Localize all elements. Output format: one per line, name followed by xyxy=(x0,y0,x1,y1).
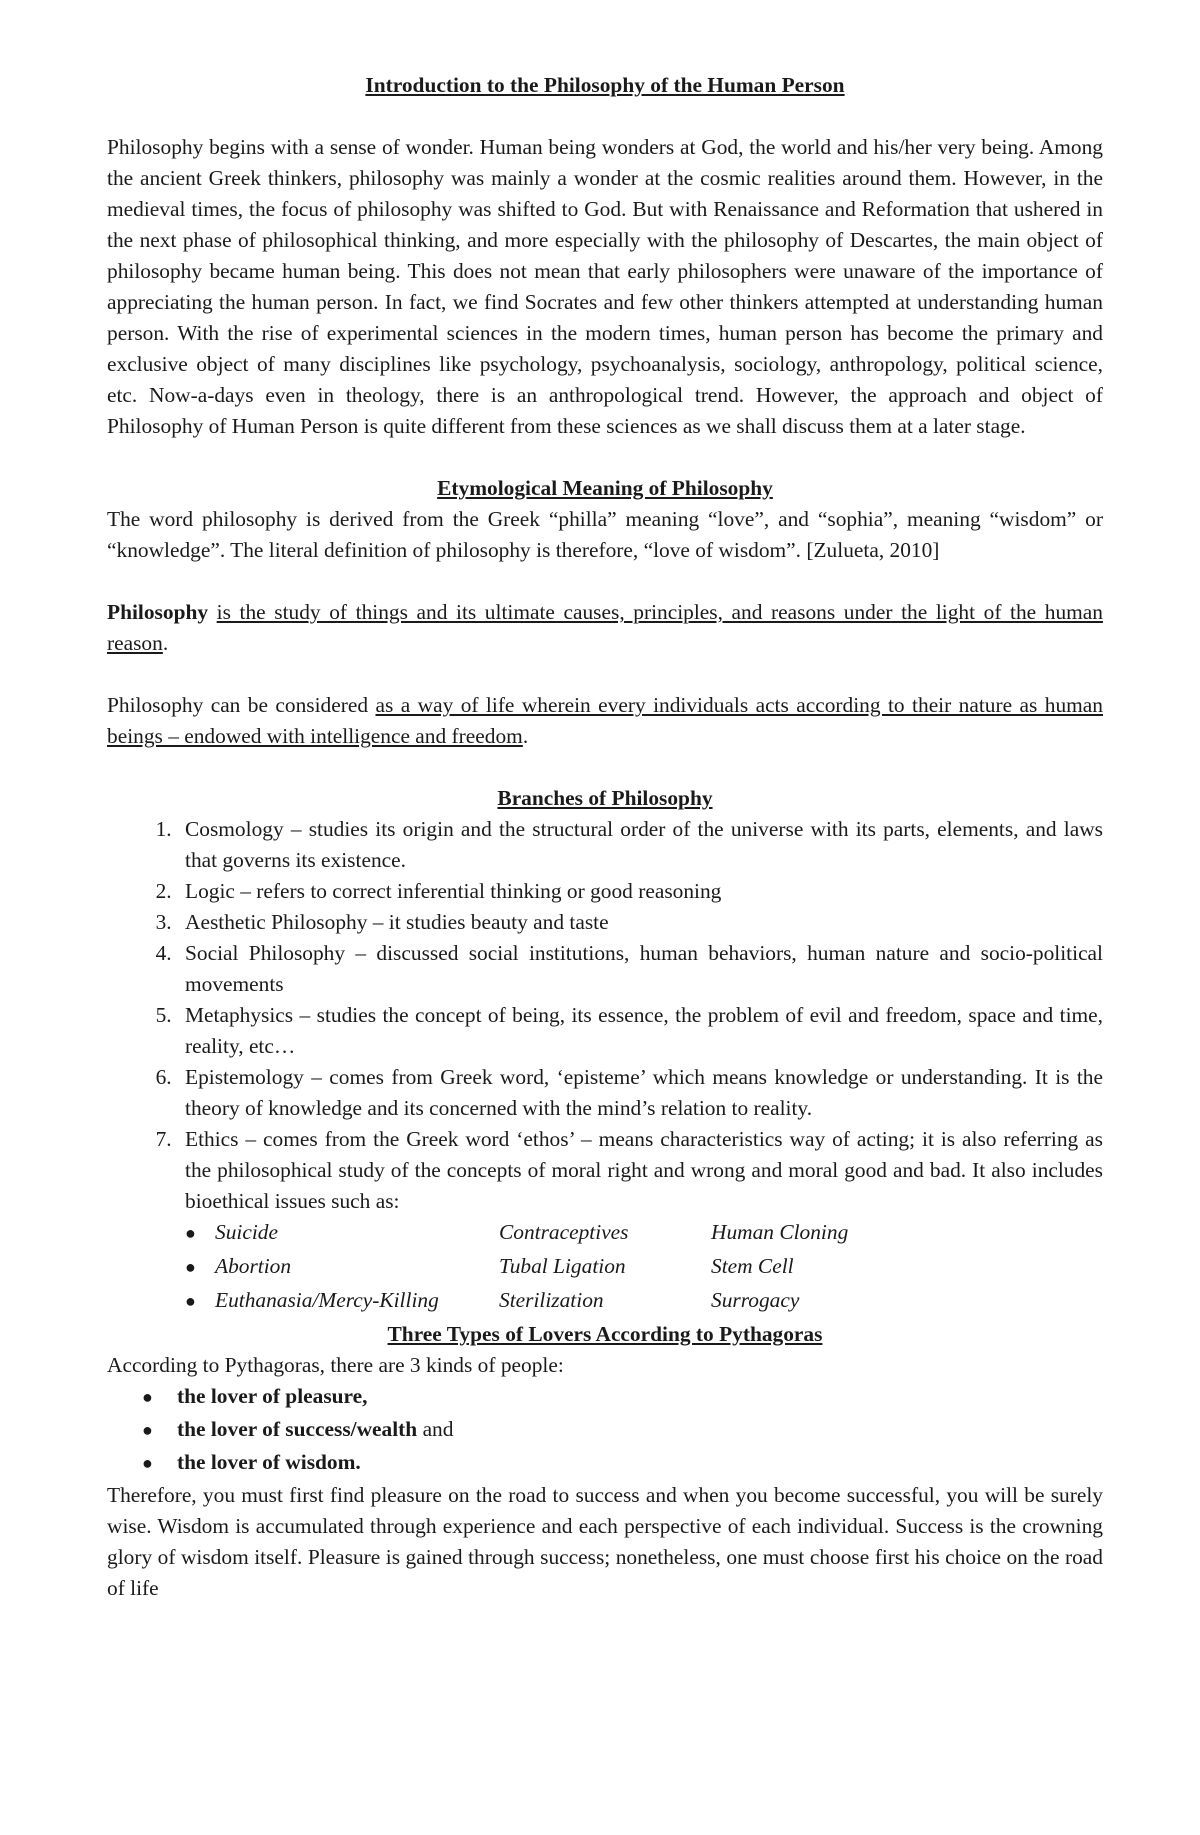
intro-paragraph: Philosophy begins with a sense of wonder. Human being wonders at God, the world and his/her very being. Among the ancient Greek thinkers, philosophy was mainly a wonder at the cosmic realities around them. However, in the medieval times, the focus of philosophy was shifted to God. But with Renaissance and Reformation that ushered in the next phase of philosophical thinking, and more especially with the philosophy of Descartes, the main object of philosophy became human being. This does not mean that early philosophers were unaware of the importance of appreciating the human person. In fact, we find Socrates and few other thinkers attempted at understanding human person. With the rise of experimental sciences in the modern times, human person has become the primary and exclusive object of many disciplines like psychology, psychoanalysis, sociology, anthropology, political science, etc. Now-a-days even in theology, there is an anthropological trend. However, the approach and object of Philosophy of Human Person is quite different from these sciences as we shall discuss them at a later stage. xyxy=(107,135,1103,438)
bullet-icon: ● xyxy=(142,1420,153,1440)
bullet-icon: ● xyxy=(142,1453,153,1473)
branch-item-metaphysics: 5. Metaphysics – studies the concept of being, its essence, the problem of evil and freedom, space and time, reality, etc… xyxy=(177,1000,1103,1062)
branch-item-aesthetics: 3. Aesthetic Philosophy – it studies beauty and taste xyxy=(177,907,1103,938)
spacer xyxy=(107,101,1103,132)
branches-list xyxy=(107,814,1103,1319)
ethics-text: Ethics – comes from the Greek word ‘ethos’ – means characteristics way of acting; it is also referring as the philosophical study of the concepts of moral right and wrong and moral good and bad. It also includes bioethical issues such as: xyxy=(185,1127,1103,1213)
spacer xyxy=(107,566,1103,597)
bioethical-issue: Sterilization xyxy=(499,1288,604,1312)
branch-item-ethics xyxy=(177,1124,1103,1319)
etymology-paragraph: The word philosophy is derived from the Greek “philla” meaning “love”, and “sophia”, meaning “wisdom” or “knowledge”. The literal definition of philosophy is therefore, “love of wisdom”. [Zulueta, 2010] xyxy=(107,507,1103,562)
lover-type: the lover of wisdom. xyxy=(177,1450,361,1474)
definition-text: is the study of things and its ultimate causes, principles, and reasons under the light of the human reason xyxy=(107,600,1103,655)
bioethical-issue: Suicide xyxy=(215,1220,278,1244)
bioethical-issue: Euthanasia/Mercy-Killing xyxy=(215,1288,439,1312)
definition-end: . xyxy=(162,631,169,655)
bioethical-issue: Abortion xyxy=(215,1254,292,1278)
way-of-life-text: as a way of life wherein every individuals acts according to their nature as human beings – endowed with intelligence and freedom xyxy=(107,693,1103,748)
bioethical-row xyxy=(185,1217,1103,1251)
bullet-icon: ● xyxy=(185,1291,196,1311)
bioethical-issue: Stem Cell xyxy=(711,1254,794,1278)
way-of-life-paragraph xyxy=(107,690,1103,752)
lover-item xyxy=(142,1414,1103,1447)
pythagoras-heading: Three Types of Lovers According to Pythagoras xyxy=(387,1322,823,1346)
lovers-list xyxy=(107,1381,1103,1480)
etymology-heading: Etymological Meaning of Philosophy xyxy=(437,476,773,500)
branches-heading: Branches of Philosophy xyxy=(497,786,713,810)
bioethical-issues-list xyxy=(185,1217,1103,1319)
definition-term: Philosophy xyxy=(107,600,209,624)
spacer xyxy=(107,659,1103,690)
lover-item xyxy=(142,1381,1103,1414)
bioethical-issue: Contraceptives xyxy=(499,1220,629,1244)
document-title: Introduction to the Philosophy of the Human Person xyxy=(365,73,845,97)
pythagoras-intro: According to Pythagoras, there are 3 kinds of people: xyxy=(107,1353,564,1377)
bullet-icon: ● xyxy=(185,1223,196,1243)
way-of-life-lead: Philosophy can be considered xyxy=(107,693,376,717)
spacer xyxy=(107,752,1103,783)
bioethical-issue: Human Cloning xyxy=(711,1220,849,1244)
lover-type: the lover of pleasure, xyxy=(177,1384,368,1408)
bioethical-row xyxy=(185,1285,1103,1319)
definition-paragraph xyxy=(107,597,1103,659)
lover-type: the lover of success/wealth xyxy=(177,1417,418,1441)
way-of-life-end: . xyxy=(522,724,529,748)
pythagoras-conclusion: Therefore, you must first find pleasure on the road to success and when you become successful, you will be surely wise. Wisdom is accumulated through experience and each perspective of each individual. Success is the crowning glory of wisdom itself. Pleasure is gained through success; nonetheless, one must choose first his choice on the road of life xyxy=(107,1483,1103,1600)
branch-item-cosmology: 1. Cosmology – studies its origin and the structural order of the universe with its parts, elements, and laws that governs its existence. xyxy=(177,814,1103,876)
bioethical-issue: Tubal Ligation xyxy=(499,1254,626,1278)
lover-rest: and xyxy=(417,1417,454,1441)
branch-item-logic: 2. Logic – refers to correct inferential thinking or good reasoning xyxy=(177,876,1103,907)
branch-item-social-philosophy: 4. Social Philosophy – discussed social institutions, human behaviors, human nature and socio-political movements xyxy=(177,938,1103,1000)
bioethical-row xyxy=(185,1251,1103,1285)
bioethical-issue: Surrogacy xyxy=(711,1288,800,1312)
bullet-icon: ● xyxy=(185,1257,196,1277)
spacer xyxy=(107,442,1103,473)
lover-item xyxy=(142,1447,1103,1480)
branch-item-epistemology: 6. Epistemology – comes from Greek word, ‘episteme’ which means knowledge or understanding. It is the theory of knowledge and its concerned with the mind’s relation to reality. xyxy=(177,1062,1103,1124)
bullet-icon: ● xyxy=(142,1387,153,1407)
